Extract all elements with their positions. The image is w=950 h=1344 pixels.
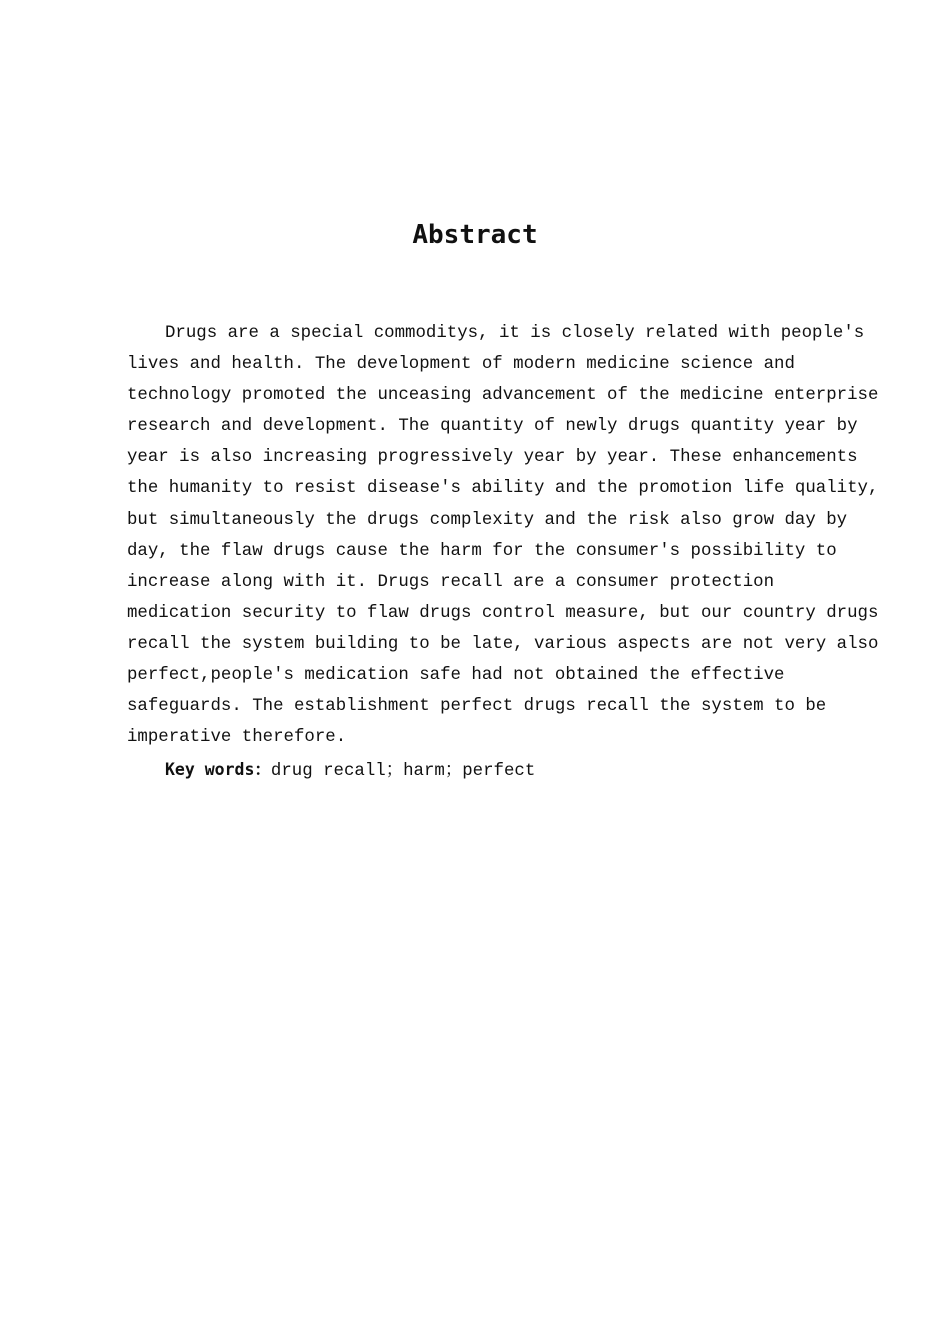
paragraph-line: safeguards. The establishment perfect drugs recall the system to be xyxy=(127,697,827,717)
paragraph-line: technology promoted the unceasing advancement of the medicine enterprise xyxy=(127,386,879,406)
keywords-line xyxy=(165,755,535,787)
paragraph-line: research and development. The quantity of newly drugs quantity year by xyxy=(127,417,858,437)
paragraph-line: medication security to flaw drugs control measure, but our country drugs xyxy=(127,603,879,623)
paragraph-line: perfect,people's medication safe had not obtained the effective xyxy=(127,666,785,686)
keywords-text: drug recall；harm；perfect xyxy=(270,762,536,781)
keywords-label: Key words： xyxy=(165,760,271,779)
paragraph-line: Drugs are a special commoditys, it is closely related with people's xyxy=(165,324,865,343)
paragraph-line: imperative therefore. xyxy=(127,728,347,748)
page-title: Abstract xyxy=(412,220,538,250)
abstract-paragraph xyxy=(127,318,879,753)
paragraph-line: year is also increasing progressively year by year. These enhancements xyxy=(127,448,858,468)
paragraph-line: recall the system building to be late, various aspects are not very also xyxy=(127,634,879,654)
paragraph-line: the humanity to resist disease's ability and the promotion life quality, xyxy=(127,479,879,499)
paragraph-line: lives and health. The development of modern medicine science and xyxy=(127,355,795,375)
paragraph-line: increase along with it. Drugs recall are a consumer protection xyxy=(127,572,775,592)
paragraph-line: but simultaneously the drugs complexity and the risk also grow day by xyxy=(127,510,848,530)
paragraph-line: day, the flaw drugs cause the harm for the consumer's possibility to xyxy=(127,541,837,561)
